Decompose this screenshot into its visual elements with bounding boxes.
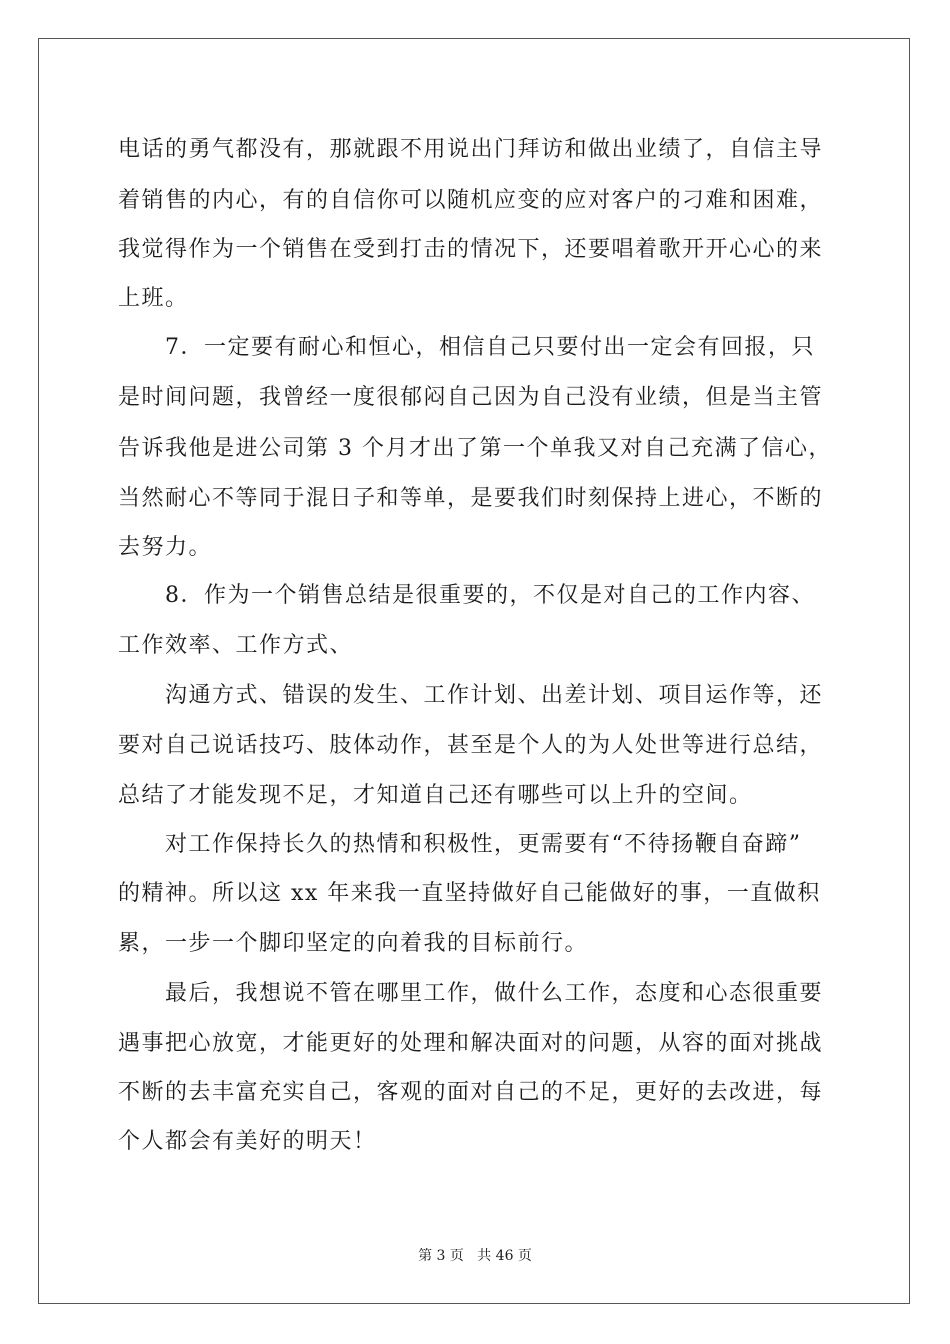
- text-line: 不断的去丰富充实自己，客观的面对自己的不足，更好的去改进，每: [118, 1080, 824, 1105]
- text-line: 告诉我他是进公司第 3 个月才出了第一个单我又对自己充满了信心，: [118, 436, 832, 461]
- text-line: 最后，我想说不管在哪里工作，做什么工作，态度和心态很重要: [118, 981, 824, 1006]
- text-line: 沟通方式、错误的发生、工作计划、出差计划、项目运作等，还: [118, 683, 824, 708]
- text-line: 7．一定要有耐心和恒心，相信自己只要付出一定会有回报，只: [118, 335, 815, 360]
- text-line: 要对自己说话技巧、肢体动作，甚至是个人的为人处世等进行总结，: [118, 733, 824, 758]
- page-border: [38, 38, 910, 1304]
- text-line: 的精神。所以这 xx 年来我一直坚持做好自己能做好的事，一直做积: [118, 881, 821, 906]
- text-line: 遇事把心放宽，才能更好的处理和解决面对的问题，从容的面对挑战: [118, 1031, 824, 1056]
- text-line: 上班。: [118, 286, 189, 311]
- text-line: 工作效率、工作方式、: [118, 633, 354, 658]
- text-line: 是时间问题，我曾经一度很郁闷自己因为自己没有业绩，但是当主管: [118, 385, 824, 410]
- text-line: 我觉得作为一个销售在受到打击的情况下，还要唱着歌开开心心的来: [118, 237, 824, 262]
- text-line: 电话的勇气都没有，那就跟不用说出门拜访和做出业绩了，自信主导: [118, 137, 824, 162]
- text-line: 去努力。: [118, 535, 213, 560]
- text-line: 着销售的内心，有的自信你可以随机应变的应对客户的刁难和困难，: [118, 188, 824, 213]
- text-line: 个人都会有美好的明天！: [118, 1129, 377, 1154]
- text-line: 累，一步一个脚印坚定的向着我的目标前行。: [118, 931, 589, 956]
- text-line: 当然耐心不等同于混日子和等单，是要我们时刻保持上进心，不断的: [118, 486, 824, 511]
- text-line: 对工作保持长久的热情和积极性，更需要有“不待扬鞭自奋蹄”: [118, 832, 802, 857]
- page-number-footer: 第 3 页 共 46 页: [418, 1248, 532, 1264]
- text-line: 8．作为一个销售总结是很重要的，不仅是对自己的工作内容、: [118, 583, 815, 608]
- text-line: 总结了才能发现不足，才知道自己还有哪些可以上升的空间。: [118, 783, 753, 808]
